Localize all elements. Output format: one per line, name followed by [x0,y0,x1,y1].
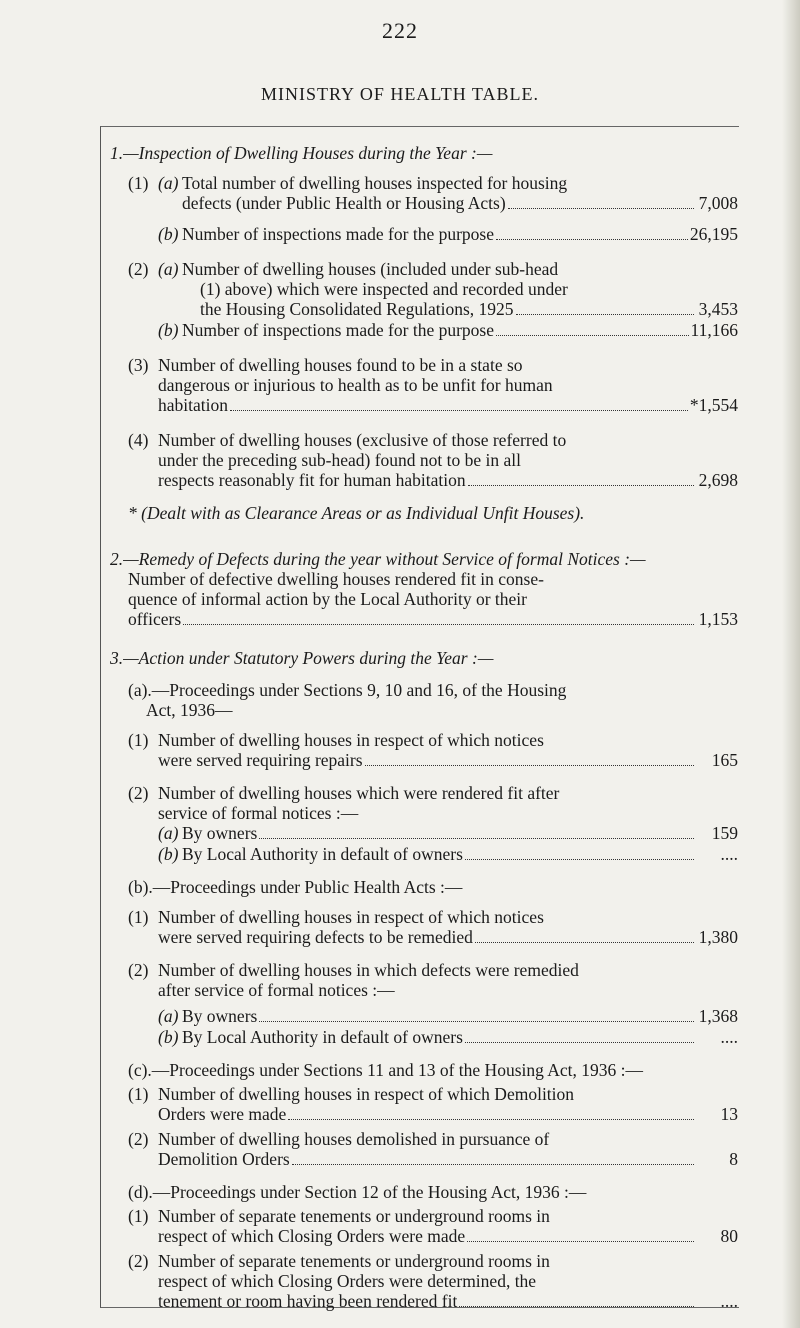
subsection-d [128,1182,738,1312]
item-text: respect of which Closing Orders were determined, the [158,1271,537,1291]
item-value: 2,698 [698,470,738,490]
item-number: (2) [128,960,149,980]
item-number: (1) [128,173,149,193]
subsection-heading: (b).—Proceedings under Public Health Acts :— [128,877,463,897]
item-1-1 [128,173,738,245]
item-value: 1,153 [698,609,738,629]
item-text: By Local Authority in default of owners [182,844,463,864]
item-text: quence of informal action by the Local Authority or their [128,589,527,609]
item-text: Number of inspections made for the purpose [182,224,495,244]
subsection-heading: Act, 1936— [146,700,233,720]
item-text: Number of dwelling houses in respect of which notices [158,730,544,750]
item-value: .... [720,844,738,864]
item-text: Number of dwelling houses in respect of which notices [158,907,544,927]
item-text: Number of separate tenements or underground rooms in [158,1206,550,1226]
item-text: Number of defective dwelling houses rendered fit in conse- [128,569,544,589]
item-value: 8 [729,1149,738,1169]
item-number: (3) [128,355,149,375]
item-number: (2) [128,1251,149,1271]
item-value: 1,380 [698,927,738,947]
table-content [110,143,738,1326]
item-text: Number of dwelling houses (included under sub-head [182,259,559,279]
footnote: * (Dealt with as Clearance Areas or as Individual Unfit Houses). [128,503,585,523]
item-value: 13 [720,1104,738,1124]
item-text: officers [128,609,182,629]
sub-letter: (a) [158,1006,179,1026]
section-1-heading [110,143,738,163]
item-number: (1) [128,730,149,750]
item-number: (2) [128,783,149,803]
item-text: were served requiring defects to be remedied [158,927,473,947]
section-1-heading-text: 1.—Inspection of Dwelling Houses during the Year :— [110,143,493,163]
subsection-heading: (a).—Proceedings under Sections 9, 10 and 16, of the Housing [128,680,567,700]
item-1-2 [128,259,738,341]
item-text: Number of dwelling houses in respect of which Demolition [158,1084,575,1104]
item-3a-2 [128,783,738,865]
item-number: (1) [128,907,149,927]
item-text: Demolition Orders [158,1149,290,1169]
item-value: 3,453 [698,299,738,319]
item-text: By owners [182,1006,258,1026]
item-3b-2 [128,960,738,1048]
item-text: Number of dwelling houses which were rendered fit after [158,783,560,803]
subsection-a [128,680,738,865]
item-text: Number of dwelling houses in which defects were remedied [158,960,579,980]
item-text: the Housing Consolidated Regulations, 1925 [200,299,514,319]
item-1-3 [128,355,738,416]
item-number: (2) [128,259,149,279]
item-number: (1) [128,1084,149,1104]
page-title: MINISTRY OF HEALTH TABLE. [261,84,539,104]
item-text: tenement or room having been rendered fit [158,1291,458,1311]
item-value: 80 [720,1226,738,1246]
item-1-4 [128,430,738,491]
sub-letter: (a) [158,259,179,279]
item-value: 7,008 [698,193,738,213]
item-text: (1) above) which were inspected and recorded under [200,279,568,299]
section-remedy [110,549,738,630]
item-text: By Local Authority in default of owners [182,1027,463,1047]
item-number: (1) [128,1206,149,1226]
item-3c-2 [128,1129,738,1170]
item-value: 159 [711,823,738,843]
sub-letter: (a) [158,823,179,843]
item-text: under the preceding sub-head) found not to be in all [158,450,522,470]
item-number: (2) [128,1129,149,1149]
subsection-heading: (d).—Proceedings under Section 12 of the Housing Act, 1936 :— [128,1182,587,1202]
item-value: *1,554 [689,395,738,415]
item-text: respects reasonably fit for human habitation [158,470,466,490]
subsection-c [128,1060,738,1170]
item-value: 165 [711,750,738,770]
item-text: Number of inspections made for the purpose [182,320,495,340]
item-text: respect of which Closing Orders were made [158,1226,466,1246]
item-text: Orders were made [158,1104,287,1124]
section-statutory-action [110,648,738,1312]
item-text: habitation [158,395,228,415]
item-text: service of formal notices :— [158,803,359,823]
item-text: after service of formal notices :— [158,980,395,1000]
sub-letter: (b) [158,224,179,244]
item-3d-1 [128,1206,738,1247]
item-value: 1,368 [698,1006,738,1026]
item-text: Total number of dwelling houses inspected for housing [182,173,568,193]
item-3b-1 [128,907,738,948]
sub-letter: (b) [158,320,179,340]
sub-letter: (b) [158,1027,179,1047]
sub-letter: (b) [158,844,179,864]
section-3-heading: 3.—Action under Statutory Powers during the Year :— [110,648,494,668]
item-3c-1 [128,1084,738,1125]
section-inspection [110,143,738,523]
item-text: Number of dwelling houses demolished in pursuance of [158,1129,550,1149]
section-2-heading: 2.—Remedy of Defects during the year without Service of formal Notices :— [110,549,646,569]
item-3d-2 [128,1251,738,1312]
item-value: 11,166 [690,320,738,340]
item-text: defects (under Public Health or Housing Acts) [182,193,506,213]
sub-letter: (a) [158,173,179,193]
item-number: (4) [128,430,149,450]
item-value: 26,195 [689,224,738,244]
subsection-b [128,877,738,1048]
item-text: were served requiring repairs [158,750,363,770]
item-3a-1 [128,730,738,771]
page-edge-shadow [782,0,800,1328]
item-text: By owners [182,823,258,843]
item-text: dangerous or injurious to health as to be unfit for human [158,375,553,395]
subsection-heading: (c).—Proceedings under Sections 11 and 13 of the Housing Act, 1936 :— [128,1060,644,1080]
page-number: 222 [382,18,418,43]
item-text: Number of dwelling houses (exclusive of those referred to [158,430,567,450]
item-value: .... [720,1027,738,1047]
item-text: Number of dwelling houses found to be in a state so [158,355,523,375]
item-text: Number of separate tenements or underground rooms in [158,1251,550,1271]
item-value: .... [720,1291,738,1311]
